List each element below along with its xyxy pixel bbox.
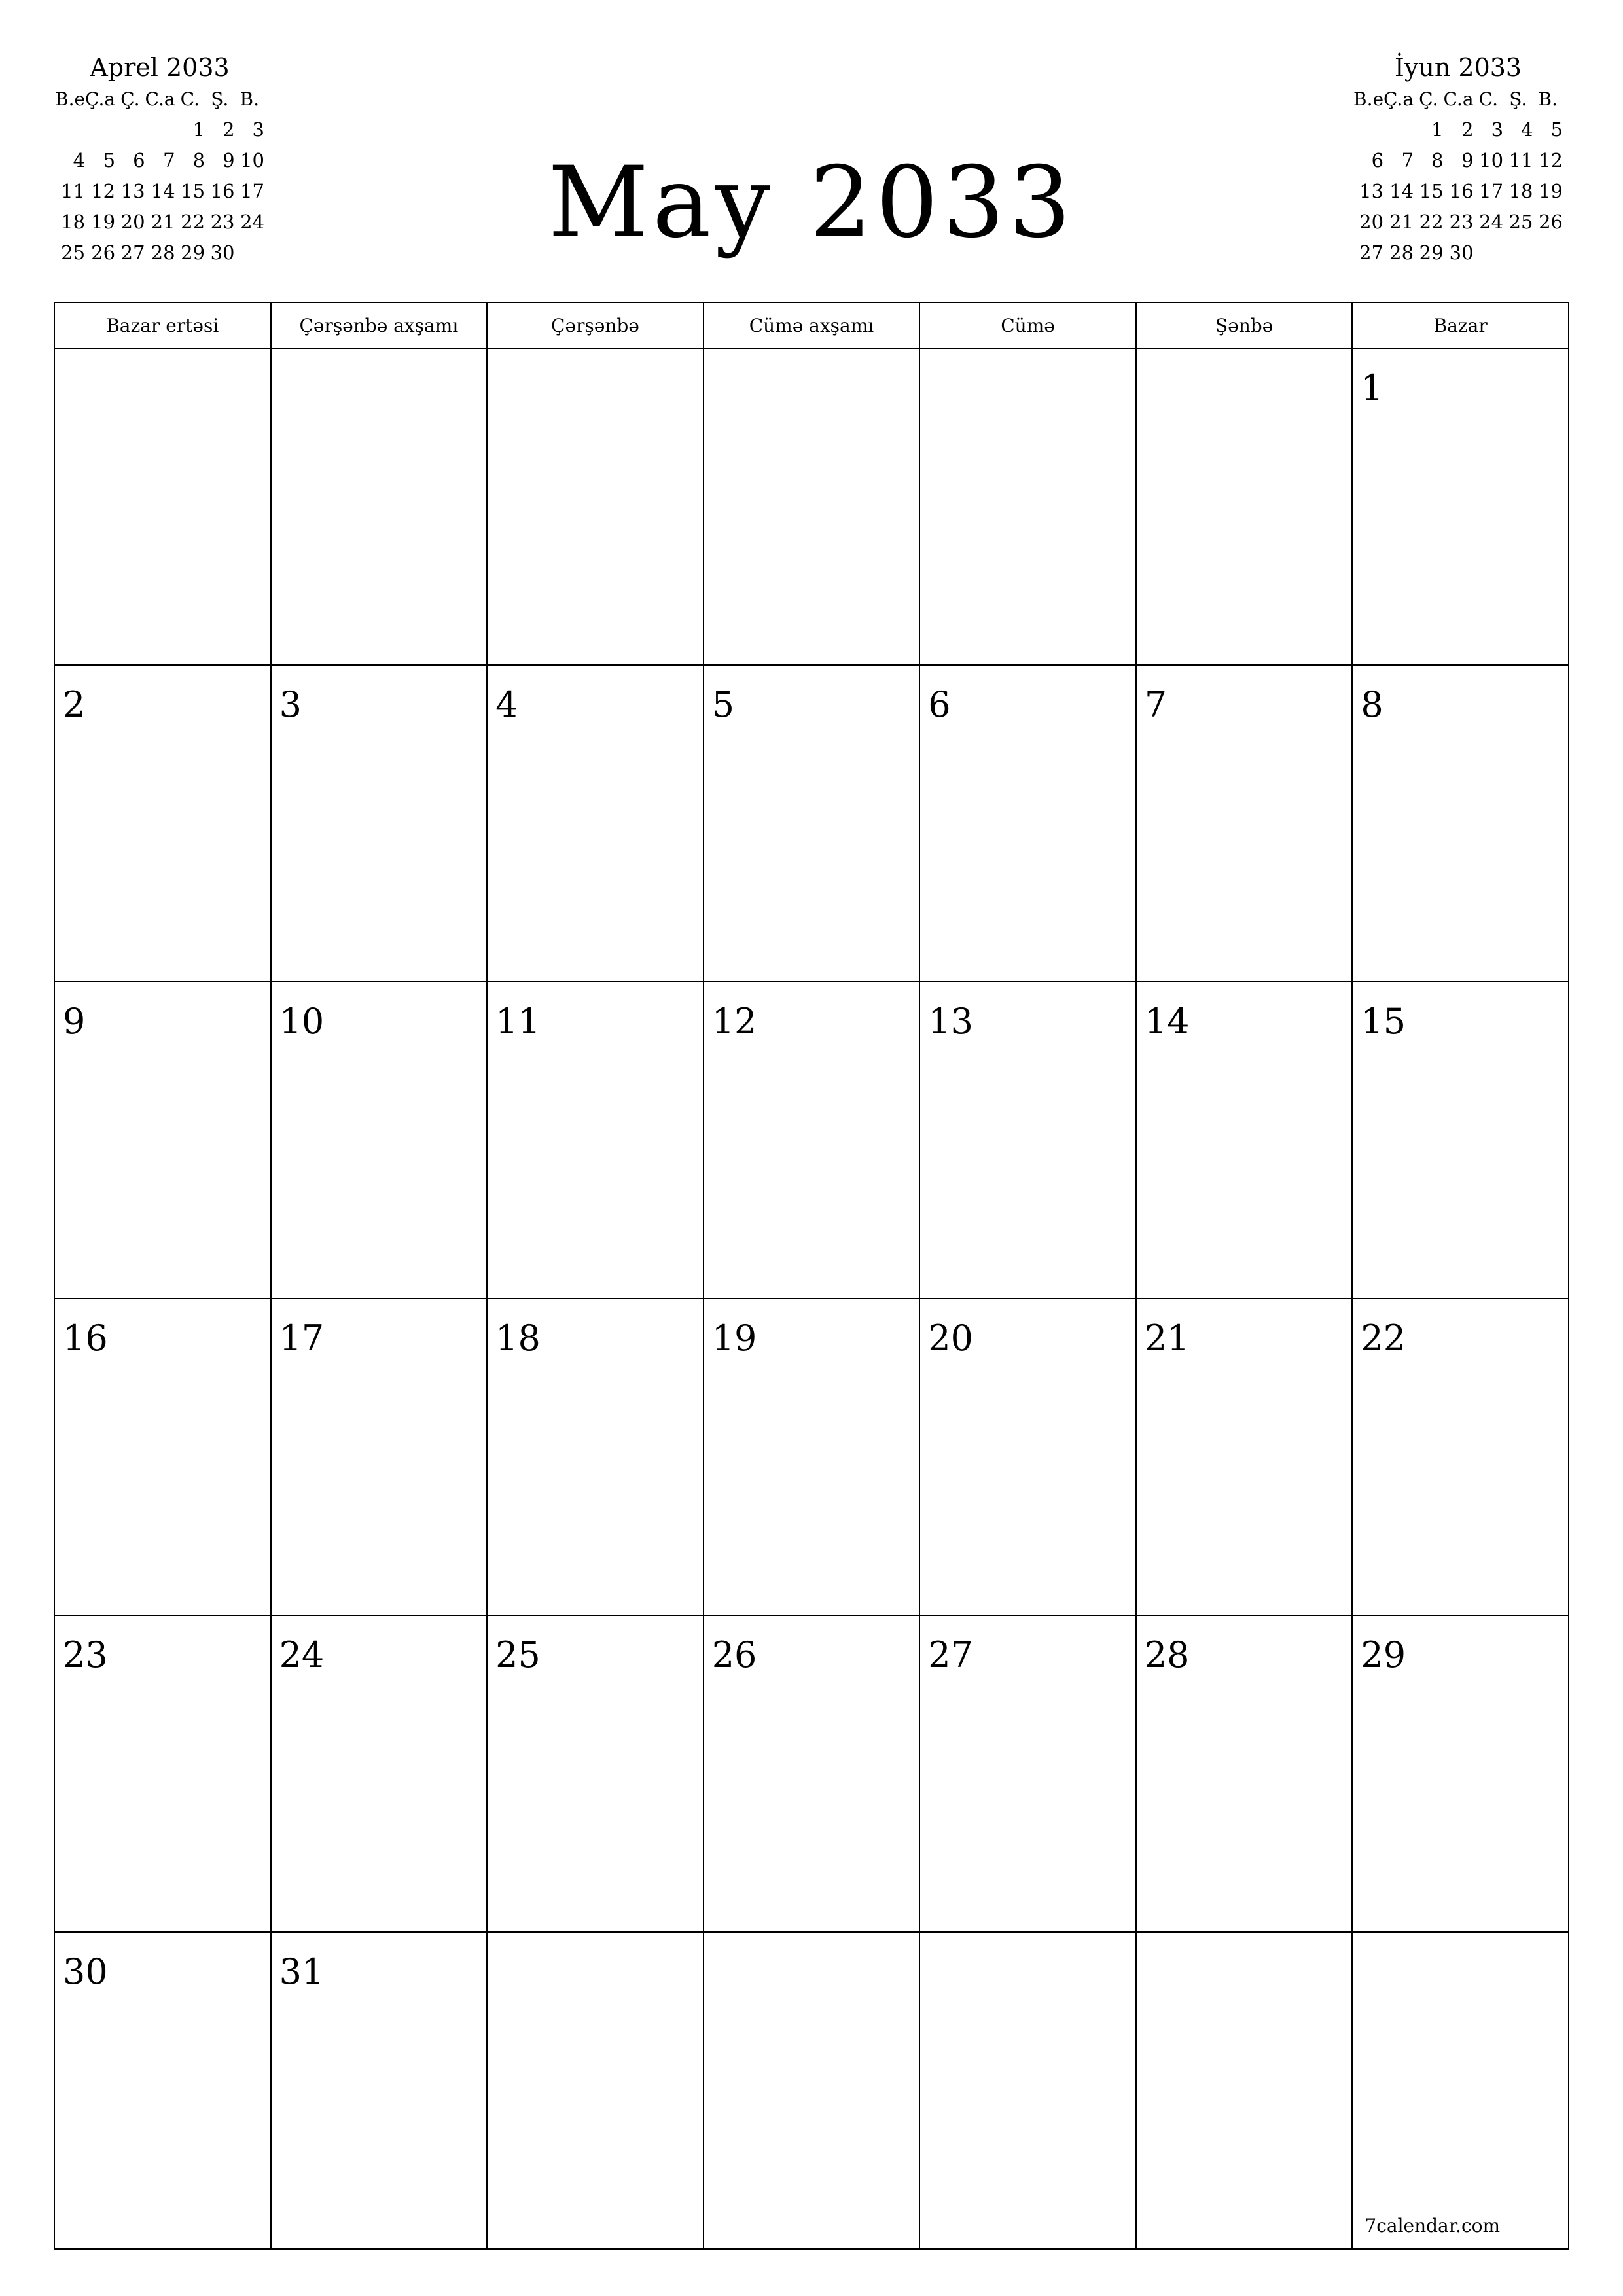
week-row xyxy=(54,1299,1569,1615)
day-number: 14 xyxy=(1144,1001,1190,1042)
day-number xyxy=(1137,1933,1352,1952)
day-number: 1 xyxy=(1361,367,1383,408)
mini-day: 1 xyxy=(192,118,205,141)
day-cell xyxy=(1352,1932,1569,2249)
day-cell xyxy=(271,982,488,1299)
mini-day: 16 xyxy=(210,180,235,202)
day-number: 21 xyxy=(1144,1318,1190,1359)
mini-day: 27 xyxy=(1359,242,1384,264)
day-number: 17 xyxy=(279,1318,325,1359)
mini-weekday: C.a xyxy=(1443,88,1474,110)
mini-weekday: Ş. xyxy=(211,88,229,110)
mini-day xyxy=(55,115,85,145)
mini-day xyxy=(145,115,175,145)
mini-day xyxy=(85,115,115,145)
mini-day: 4 xyxy=(73,149,86,171)
day-number: 22 xyxy=(1361,1318,1406,1359)
mini-day: 8 xyxy=(1431,149,1444,171)
mini-day: 24 xyxy=(1479,211,1504,233)
mini-day xyxy=(1353,115,1383,145)
watermark: 7calendar.com xyxy=(1364,2215,1501,2236)
mini-day: 7 xyxy=(163,149,175,171)
week-row xyxy=(54,1932,1569,2249)
mini-day: 28 xyxy=(1389,242,1414,264)
weekday-header: Bazar xyxy=(1352,302,1569,348)
mini-day: 21 xyxy=(151,211,175,233)
day-number: 18 xyxy=(495,1318,541,1359)
mini-day: 14 xyxy=(1389,180,1414,202)
day-number xyxy=(704,1933,919,1952)
day-number: 8 xyxy=(1361,684,1383,725)
day-cell xyxy=(271,1615,488,1932)
mini-day xyxy=(1383,115,1414,145)
day-cell xyxy=(704,1615,920,1932)
day-cell xyxy=(919,665,1136,982)
day-number xyxy=(920,349,1135,368)
mini-weekday: B.e xyxy=(55,88,86,110)
day-number: 25 xyxy=(495,1634,541,1676)
mini-day: 17 xyxy=(1479,180,1504,202)
day-cell xyxy=(1352,982,1569,1299)
mini-day: 22 xyxy=(181,211,205,233)
mini-day: 25 xyxy=(61,242,86,264)
day-cell xyxy=(54,665,271,982)
mini-weekday: C. xyxy=(1478,88,1498,110)
mini-day: 20 xyxy=(120,211,145,233)
day-number xyxy=(704,349,919,368)
mini-calendar-prev-title: Aprel 2033 xyxy=(90,53,230,82)
mini-day: 10 xyxy=(1479,149,1504,171)
day-cell xyxy=(487,1299,704,1615)
mini-weekday: Ç. xyxy=(120,88,140,110)
mini-day: 8 xyxy=(192,149,205,171)
month-grid xyxy=(54,302,1569,2250)
day-cell xyxy=(54,348,271,665)
day-cell xyxy=(919,348,1136,665)
mini-day: 6 xyxy=(133,149,145,171)
mini-day: 26 xyxy=(91,242,116,264)
week-row xyxy=(54,1615,1569,1932)
day-number: 16 xyxy=(63,1318,108,1359)
day-cell xyxy=(1352,665,1569,982)
week-row xyxy=(54,348,1569,665)
day-number: 23 xyxy=(63,1634,108,1676)
day-cell xyxy=(704,1299,920,1615)
mini-day: 3 xyxy=(1491,118,1504,141)
day-cell xyxy=(54,1615,271,1932)
day-cell xyxy=(919,1299,1136,1615)
mini-day: 5 xyxy=(1550,118,1563,141)
mini-day: 19 xyxy=(1539,180,1563,202)
day-cell xyxy=(54,1299,271,1615)
day-cell xyxy=(1136,1615,1353,1932)
day-cell xyxy=(487,348,704,665)
day-number xyxy=(272,349,487,368)
day-number xyxy=(1353,1933,1568,1952)
day-cell xyxy=(919,1615,1136,1932)
day-number: 9 xyxy=(63,1001,86,1042)
day-cell xyxy=(487,1932,704,2249)
mini-weekday: B.e xyxy=(1353,88,1384,110)
day-number: 26 xyxy=(711,1634,757,1676)
mini-day: 1 xyxy=(1431,118,1444,141)
mini-day: 27 xyxy=(120,242,145,264)
day-number: 13 xyxy=(928,1001,973,1042)
weekday-header: Çərşənbə axşamı xyxy=(271,302,488,348)
day-number: 3 xyxy=(279,684,302,725)
day-cell xyxy=(1352,1299,1569,1615)
mini-day: 5 xyxy=(103,149,116,171)
day-cell xyxy=(919,1932,1136,2249)
mini-day: 17 xyxy=(240,180,264,202)
mini-day: 23 xyxy=(210,211,235,233)
day-cell xyxy=(704,665,920,982)
day-cell xyxy=(487,665,704,982)
weekday-header: Cümə axşamı xyxy=(704,302,920,348)
mini-day: 29 xyxy=(181,242,205,264)
mini-weekday: B. xyxy=(240,88,259,110)
day-cell xyxy=(54,982,271,1299)
day-cell xyxy=(1136,1932,1353,2249)
weekday-header: Bazar ertəsi xyxy=(54,302,271,348)
page-title: May 2033 xyxy=(548,146,1075,260)
mini-day: 12 xyxy=(1539,149,1563,171)
weekday-header: Cümə xyxy=(919,302,1136,348)
day-number: 19 xyxy=(711,1318,757,1359)
day-cell xyxy=(704,1932,920,2249)
day-cell xyxy=(704,348,920,665)
mini-day: 15 xyxy=(1419,180,1444,202)
mini-day: 16 xyxy=(1449,180,1474,202)
day-cell xyxy=(487,982,704,1299)
mini-day: 9 xyxy=(1461,149,1474,171)
day-number xyxy=(1137,349,1352,368)
mini-day: 21 xyxy=(1389,211,1414,233)
day-number: 6 xyxy=(928,684,951,725)
mini-day: 18 xyxy=(61,211,86,233)
mini-day: 24 xyxy=(240,211,264,233)
day-number: 7 xyxy=(1144,684,1168,725)
mini-day: 3 xyxy=(252,118,264,141)
day-cell xyxy=(1352,1615,1569,1932)
day-number: 31 xyxy=(279,1951,325,1992)
day-number: 12 xyxy=(711,1001,757,1042)
mini-day: 6 xyxy=(1371,149,1384,171)
day-cell xyxy=(1136,982,1353,1299)
mini-day: 2 xyxy=(223,118,235,141)
mini-day: 23 xyxy=(1449,211,1474,233)
day-number: 4 xyxy=(495,684,518,725)
mini-day: 9 xyxy=(223,149,235,171)
day-cell xyxy=(1136,348,1353,665)
mini-day: 10 xyxy=(240,149,264,171)
day-number: 11 xyxy=(495,1001,541,1042)
day-number: 28 xyxy=(1144,1634,1190,1676)
day-cell xyxy=(271,1932,488,2249)
mini-weekday: C.a xyxy=(145,88,175,110)
mini-day: 14 xyxy=(151,180,175,202)
mini-day: 30 xyxy=(210,242,235,264)
weekday-header-row xyxy=(54,302,1569,348)
day-number xyxy=(488,1933,703,1952)
mini-day: 28 xyxy=(151,242,175,264)
mini-weekday: Ç.a xyxy=(1383,88,1414,110)
day-cell xyxy=(271,665,488,982)
day-cell xyxy=(271,348,488,665)
mini-day: 2 xyxy=(1461,118,1474,141)
day-number: 15 xyxy=(1361,1001,1406,1042)
day-number: 20 xyxy=(928,1318,973,1359)
day-number xyxy=(55,349,270,368)
mini-day: 20 xyxy=(1359,211,1384,233)
day-cell xyxy=(1136,665,1353,982)
mini-day: 7 xyxy=(1401,149,1414,171)
mini-day: 13 xyxy=(1359,180,1384,202)
mini-weekday: Ç. xyxy=(1419,88,1438,110)
week-row xyxy=(54,982,1569,1299)
mini-weekday: Ş. xyxy=(1509,88,1527,110)
mini-day: 26 xyxy=(1539,211,1563,233)
mini-day: 11 xyxy=(1508,149,1533,171)
day-cell xyxy=(54,1932,271,2249)
day-number: 27 xyxy=(928,1634,973,1676)
mini-day: 15 xyxy=(181,180,205,202)
day-number xyxy=(488,349,703,368)
mini-weekday: C. xyxy=(180,88,200,110)
mini-day: 19 xyxy=(91,211,116,233)
mini-calendar-next-title: İyun 2033 xyxy=(1394,53,1522,82)
mini-day xyxy=(115,115,145,145)
day-number: 29 xyxy=(1361,1634,1406,1676)
mini-day: 13 xyxy=(120,180,145,202)
day-number: 5 xyxy=(711,684,735,725)
day-cell xyxy=(704,982,920,1299)
mini-day: 25 xyxy=(1508,211,1533,233)
mini-day: 4 xyxy=(1521,118,1533,141)
mini-day: 30 xyxy=(1449,242,1474,264)
mini-weekday: B. xyxy=(1538,88,1558,110)
mini-weekday: Ç.a xyxy=(85,88,116,110)
mini-day: 22 xyxy=(1419,211,1444,233)
day-number xyxy=(920,1933,1135,1952)
mini-day: 18 xyxy=(1508,180,1533,202)
mini-day: 12 xyxy=(91,180,116,202)
weekday-header: Şənbə xyxy=(1136,302,1353,348)
week-row xyxy=(54,665,1569,982)
day-cell xyxy=(1136,1299,1353,1615)
weekday-header: Çərşənbə xyxy=(487,302,704,348)
day-cell xyxy=(1352,348,1569,665)
day-number: 30 xyxy=(63,1951,108,1992)
day-cell xyxy=(919,982,1136,1299)
day-cell xyxy=(487,1615,704,1932)
mini-day: 29 xyxy=(1419,242,1444,264)
day-cell xyxy=(271,1299,488,1615)
day-number: 10 xyxy=(279,1001,325,1042)
day-number: 24 xyxy=(279,1634,325,1676)
day-number: 2 xyxy=(63,684,86,725)
mini-day: 11 xyxy=(61,180,86,202)
